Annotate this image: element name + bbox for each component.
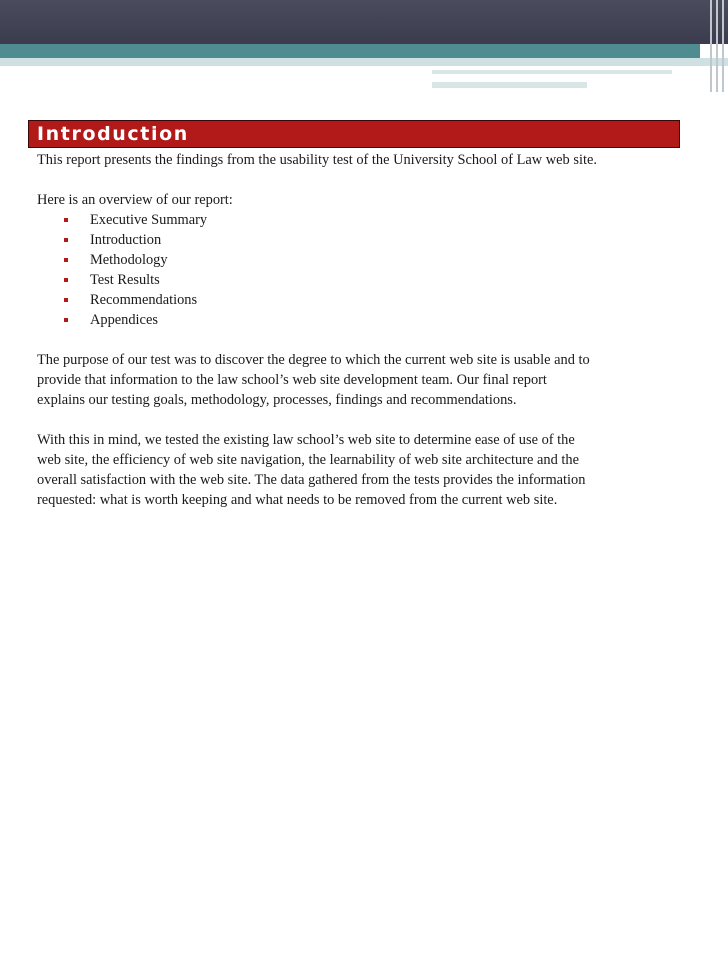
slide-header-bar xyxy=(0,0,728,44)
paragraph-line: With this in mind, we tested the existing law school’s web site to determine ease of use of the xyxy=(37,432,575,448)
purpose-paragraph xyxy=(37,350,677,410)
slide-accent-arrow xyxy=(680,44,694,58)
decorative-stripe xyxy=(432,70,672,74)
section-heading: Introduction xyxy=(37,123,189,145)
paragraph-line: explains our testing goals, methodology, processes, findings and recommendations. xyxy=(37,392,517,408)
bullet-icon xyxy=(64,318,68,322)
paragraph-line: web site, the efficiency of web site navigation, the learnability of web site architecture and the xyxy=(37,452,579,468)
section-heading-bar xyxy=(28,120,680,148)
list-item: Methodology xyxy=(37,250,677,270)
intro-line: This report presents the findings from the usability test of the University School of Law web site. xyxy=(37,152,597,168)
paragraph-line: requested: what is worth keeping and what needs to be removed from the current web site. xyxy=(37,492,558,508)
paragraph-line: The purpose of our test was to discover the degree to which the current web site is usable and to xyxy=(37,352,590,368)
method-paragraph xyxy=(37,430,677,510)
list-item: Introduction xyxy=(37,230,677,250)
paragraph-line: provide that information to the law school’s web site development team. Our final report xyxy=(37,372,547,388)
slide-accent-stripe xyxy=(0,58,728,66)
bullet-icon xyxy=(64,238,68,242)
bullet-icon xyxy=(64,298,68,302)
list-item: Test Results xyxy=(37,270,677,290)
slide-accent-bar xyxy=(0,44,700,58)
overview-list xyxy=(37,210,677,330)
list-item: Executive Summary xyxy=(37,210,677,230)
bullet-icon xyxy=(64,278,68,282)
document-body xyxy=(37,150,677,510)
list-item: Recommendations xyxy=(37,290,677,310)
paragraph-line: overall satisfaction with the web site. The data gathered from the tests provides the information xyxy=(37,472,586,488)
list-item: Appendices xyxy=(37,310,677,330)
decorative-edge-lines xyxy=(706,0,728,92)
bullet-icon xyxy=(64,218,68,222)
overview-label: Here is an overview of our report: xyxy=(37,192,233,208)
bullet-icon xyxy=(64,258,68,262)
decorative-stripe xyxy=(432,82,587,88)
